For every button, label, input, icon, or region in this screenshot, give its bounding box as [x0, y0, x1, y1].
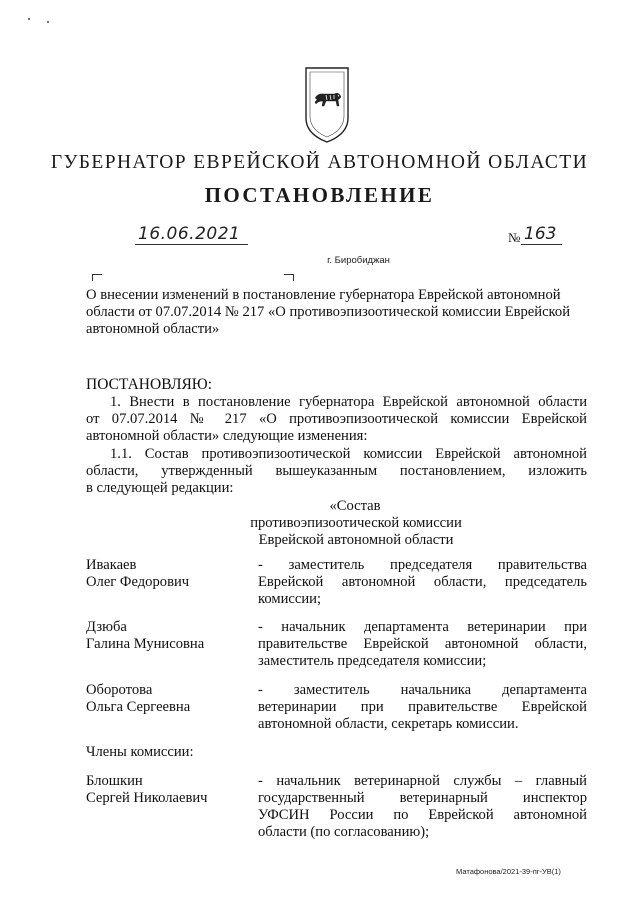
- paragraph-1-line: от 07.07.2014 № 217 «О противоэпизоотической комиссии Еврейской: [86, 411, 587, 427]
- coat-of-arms-emblem: [304, 66, 350, 144]
- subject-line: О внесении изменений в постановление губернатора Еврейской автономной: [86, 287, 561, 303]
- subject-corner-mark-left: [92, 274, 102, 281]
- member-role-line: государственный ветеринарный инспектор: [258, 790, 587, 806]
- composition-title-line: противоэпизоотической комиссии: [250, 515, 462, 531]
- members-heading: Члены комиссии:: [86, 744, 194, 760]
- subject-line: автономной области»: [86, 321, 220, 337]
- composition-title-line: «Состав: [329, 498, 381, 514]
- city-name: г. Биробиджан: [327, 255, 390, 266]
- subject-line: области от 07.07.2014 № 217 «О противоэпизоотической комиссии Еврейской: [86, 304, 571, 320]
- subject-corner-mark-right: [284, 274, 294, 281]
- member-surname: Дзюба: [86, 619, 127, 635]
- member-surname: Блошкин: [86, 773, 143, 789]
- member-role-line: автономной области, секретарь комиссии.: [258, 716, 519, 732]
- paragraph-2-line: области, утвержденный вышеуказанным постановлением, изложить: [86, 463, 587, 479]
- date-underline: [135, 244, 248, 245]
- document-type-heading: ПОСТАНОВЛЕНИЕ: [204, 183, 435, 207]
- document-date: 16.06.2021: [138, 224, 241, 244]
- number-underline: [521, 244, 562, 245]
- member-given-names: Галина Мунисовна: [86, 636, 205, 652]
- document-footer-code: Матафонова/2021-39-пг-УВ(1): [456, 867, 561, 876]
- member-role-line: - начальник ветеринарной службы – главный: [258, 773, 587, 789]
- member-role-line: правительстве Еврейской автономной области,: [258, 636, 587, 652]
- number-label: №: [508, 230, 521, 245]
- scan-speck: [47, 21, 49, 23]
- member-given-names: Сергей Николаевич: [86, 790, 208, 806]
- paragraph-1-line: автономной области» следующие изменения:: [86, 428, 368, 444]
- member-role-line: - заместитель начальника департамента: [258, 682, 587, 698]
- member-surname: Ивакаев: [86, 557, 137, 573]
- scan-speck: [28, 18, 30, 20]
- member-given-names: Ольга Сергеевна: [86, 699, 191, 715]
- composition-title-line: Еврейской автономной области: [258, 532, 454, 548]
- member-role-line: заместитель председателя комиссии;: [258, 653, 487, 669]
- member-role-line: УФСИН России по Еврейской автономной: [258, 807, 587, 823]
- member-role-line: ветеринарии при правительстве Еврейской: [258, 699, 587, 715]
- member-role-line: - заместитель председателя правительства: [258, 557, 587, 573]
- member-role-line: комиссии;: [258, 591, 322, 607]
- member-role-line: - начальник департамента ветеринарии при: [258, 619, 587, 635]
- member-role-line: Еврейской автономной области, председатель: [258, 574, 587, 590]
- document-subject: [86, 287, 586, 338]
- member-surname: Оборотова: [86, 682, 153, 698]
- paragraph-1-line: 1. Внести в постановление губернатора Еврейской автономной области: [110, 394, 587, 410]
- paragraph-2-line: в следующей редакции:: [86, 480, 234, 496]
- document-number: 163: [524, 224, 557, 244]
- member-role-line: области (по согласованию);: [258, 824, 430, 840]
- paragraph-2-line: 1.1. Состав противоэпизоотической комиссии Еврейской автономной: [110, 446, 587, 462]
- decree-word: ПОСТАНОВЛЯЮ:: [86, 376, 213, 393]
- member-given-names: Олег Федорович: [86, 574, 190, 590]
- governor-title: ГУБЕРНАТОР ЕВРЕЙСКОЙ АВТОНОМНОЙ ОБЛАСТИ: [50, 152, 589, 173]
